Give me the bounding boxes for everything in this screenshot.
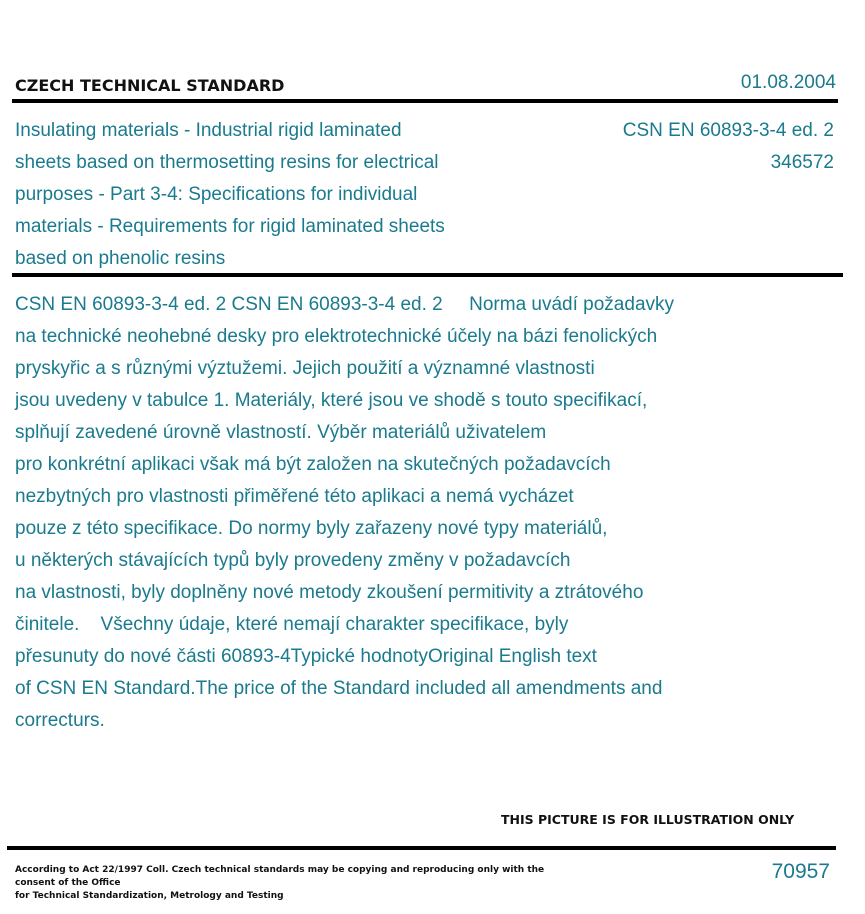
copyright-line: for Technical Standardization, Metrology and Testing — [15, 891, 284, 901]
description-text — [15, 289, 775, 737]
standard-title — [15, 115, 515, 275]
publication-date: 01.08.2004 — [740, 72, 836, 93]
description-line: of CSN EN Standard.The price of the Standard included all amendments and — [15, 678, 663, 699]
description-line: correcturs. — [15, 710, 105, 731]
description-line: přesunuty do nové části 60893-4Typické hodnotyOriginal English text — [15, 646, 597, 667]
standard-identifiers — [623, 115, 834, 179]
description-line: na vlastnosti, byly doplněny nové metody zkoušení permitivity a ztrátového — [15, 582, 644, 603]
description-line: na technické neohebné desky pro elektrotechnické účely na bázi fenolických — [15, 326, 658, 347]
title-divider — [12, 273, 843, 277]
catalog-number: 346572 — [770, 152, 834, 173]
title-line: purposes - Part 3-4: Specifications for individual — [15, 184, 418, 205]
description-line: jsou uvedeny v tabulce 1. Materiály, které jsou ve shodě s touto specifikací, — [15, 390, 648, 411]
title-line: Insulating materials - Industrial rigid laminated — [15, 120, 402, 141]
document-number: 70957 — [771, 860, 830, 883]
title-line: based on phenolic resins — [15, 248, 226, 269]
description-line: CSN EN 60893-3-4 ed. 2 CSN EN 60893-3-4 ed. 2 Norma uvádí požadavky — [15, 294, 675, 315]
title-line: materials - Requirements for rigid laminated sheets — [15, 216, 445, 237]
header-divider — [12, 99, 838, 103]
description-line: pouze z této specifikace. Do normy byly zařazeny nové typy materiálů, — [15, 518, 608, 539]
copyright-note — [15, 864, 585, 903]
description-line: splňují zavedené úrovně vlastností. Výběr materiálů uživatelem — [15, 422, 547, 443]
description-line: nezbytných pro vlastnosti přiměřené této aplikaci a nemá vycházet — [15, 486, 574, 507]
title-line: sheets based on thermosetting resins for electrical — [15, 152, 439, 173]
illustration-disclaimer: THIS PICTURE IS FOR ILLUSTRATION ONLY — [501, 812, 795, 827]
description-line: pryskyřic a s různými výztužemi. Jejich použití a významné vlastnosti — [15, 358, 595, 379]
copyright-line: According to Act 22/1997 Coll. Czech technical standards may be copying and reproducing only with the consent of the Office — [15, 865, 545, 888]
footer-divider — [7, 846, 836, 850]
description-line: pro konkrétní aplikaci však má být založen na skutečných požadavcích — [15, 454, 611, 475]
document-type-title: CZECH TECHNICAL STANDARD — [15, 76, 285, 95]
description-line: u některých stávajících typů byly provedeny změny v požadavcích — [15, 550, 571, 571]
description-line: činitele. Všechny údaje, které nemají charakter specifikace, byly — [15, 614, 569, 635]
standard-code: CSN EN 60893-3-4 ed. 2 — [622, 120, 834, 141]
